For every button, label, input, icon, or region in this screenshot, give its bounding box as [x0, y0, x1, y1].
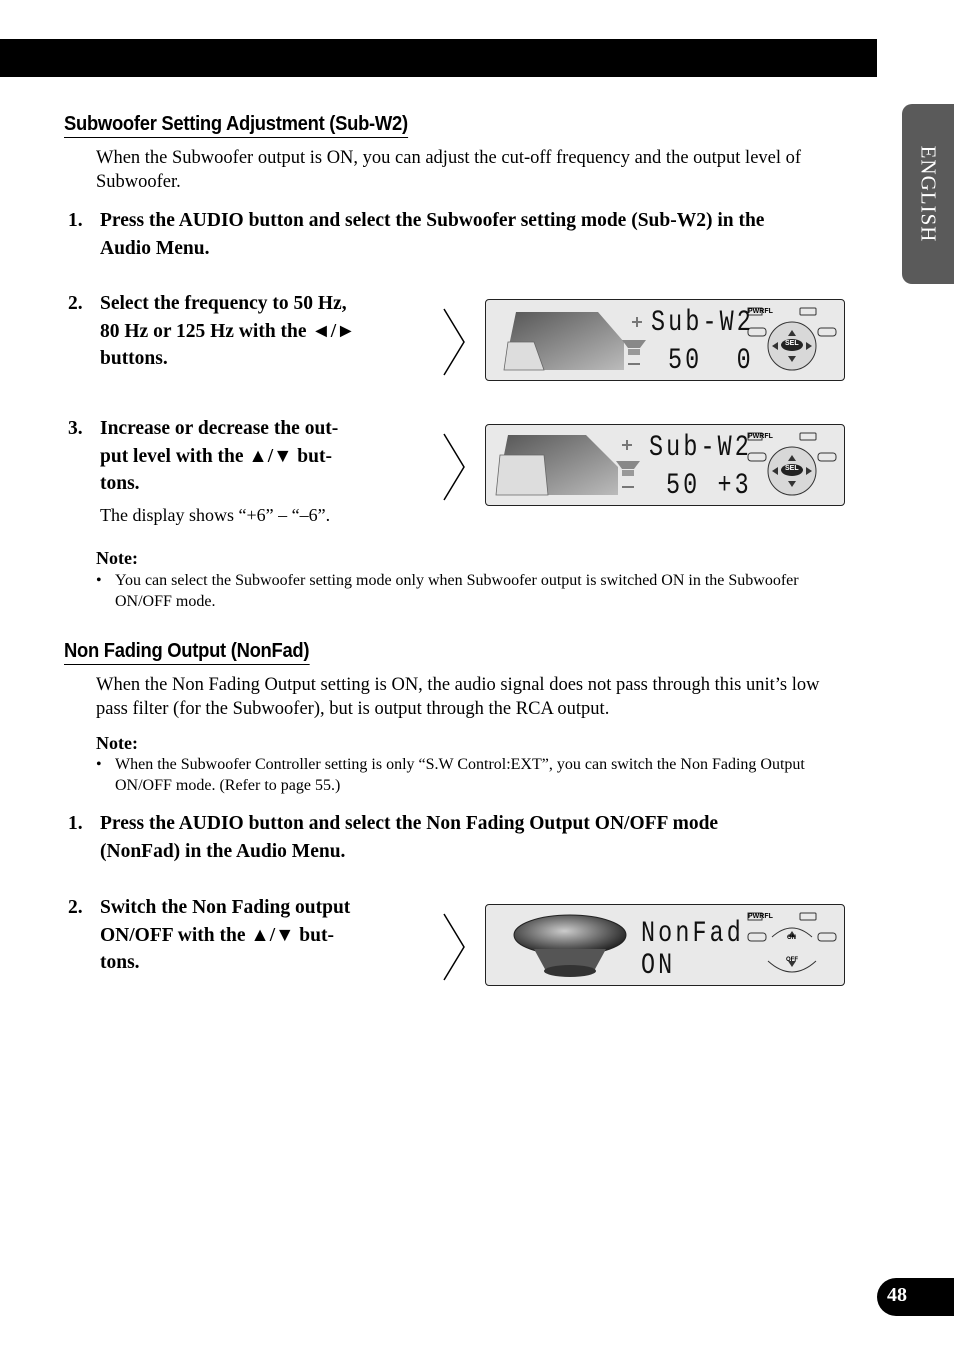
pwrfl-label: PWRFL: [748, 913, 773, 920]
step-1-nonfad: 1. Press the AUDIO button and select the Non Fading Output ON/OFF mode (NonFad) in the Audio Menu.: [68, 813, 719, 862]
step-2-subwoofer: 2. Select the frequency to 50 Hz, 80 Hz or 125 Hz with the ◄/► buttons.: [68, 293, 356, 369]
note-bullet-subwoofer: • You can select the Subwoofer setting mode only when Subwoofer output is switched ON in the Subwoofer ON/OFF mode.: [96, 572, 799, 610]
lcd-line-2: 50 0: [668, 344, 754, 378]
chevron-right-icon: [442, 912, 466, 982]
section-intro-subwoofer: When the Subwoofer output is ON, you can adjust the cut-off frequency and the output level of Subwoofer.: [96, 148, 802, 192]
step-1-subwoofer: 1. Press the AUDIO button and select the Subwoofer setting mode (Sub-W2) in the Audio Menu.: [68, 210, 765, 259]
pwrfl-label: PWRFL: [748, 433, 773, 440]
lcd-line-2: 50 +3: [666, 469, 752, 503]
step-3-subwoofer: 3. Increase or decrease the out- put level with the ▲/▼ but- tons.: [68, 418, 339, 494]
pwrfl-label: PWRFL: [748, 308, 773, 315]
page-number-badge: 48: [877, 1278, 954, 1316]
on-label: ON: [787, 935, 796, 941]
note-title-nonfad: Note:: [96, 733, 138, 753]
section-heading-subwoofer: Subwoofer Setting Adjustment (Sub-W2): [64, 113, 408, 138]
note-title-subwoofer: Note:: [96, 548, 138, 568]
note-bullet-nonfad: • When the Subwoofer Controller setting is only “S.W Control:EXT”, you can switch the Non Fading Output ON/OFF mode. (Refer to page 55.): [96, 756, 805, 794]
step-3-subnote: The display shows “+6” – “–6”.: [100, 505, 331, 525]
sel-label: SEL: [785, 465, 799, 472]
lcd-line-2: ON: [641, 949, 676, 983]
lcd-line-1: Sub-W2: [649, 431, 752, 465]
lcd-display-2: [485, 424, 845, 506]
lcd-line-1: NonFad: [641, 917, 744, 951]
chevron-right-icon: [442, 307, 466, 377]
section-intro-nonfad: When the Non Fading Output setting is ON, the audio signal does not pass through this unit’s low pass filter (for the Subwoofer), but is output through the RCA output.: [96, 675, 820, 719]
sel-label: SEL: [785, 340, 799, 347]
chevron-right-icon: [442, 432, 466, 502]
section-heading-nonfad: Non Fading Output (NonFad): [64, 640, 309, 665]
header-bar: [0, 39, 877, 77]
lcd-display-1: [485, 299, 845, 381]
lcd-display-3: [485, 904, 845, 986]
step-2-nonfad: 2. Switch the Non Fading output ON/OFF with the ▲/▼ but- tons.: [68, 897, 351, 973]
lcd-line-1: Sub-W2: [651, 306, 754, 340]
language-tab: ENGLISH: [902, 104, 954, 284]
off-label: OFF: [786, 957, 798, 963]
